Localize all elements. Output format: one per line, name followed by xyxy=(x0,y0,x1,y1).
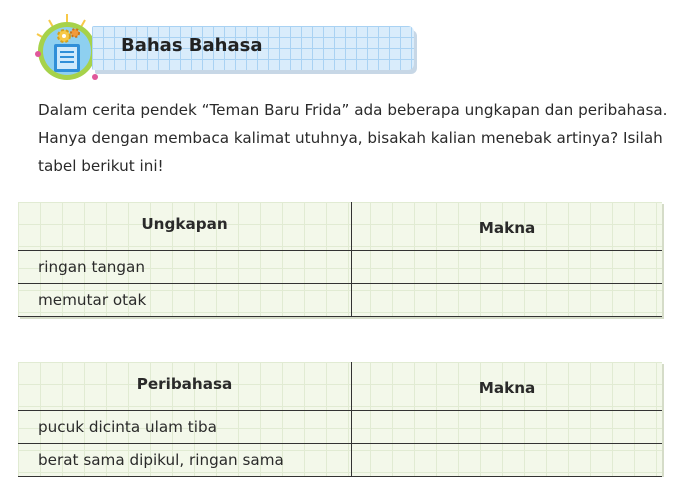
column-header-ungkapan: Ungkapan xyxy=(18,202,352,251)
makna-answer-cell[interactable] xyxy=(352,251,663,284)
column-header-makna: Makna xyxy=(352,202,663,251)
makna-answer-cell[interactable] xyxy=(352,411,663,444)
makna-answer-cell[interactable] xyxy=(352,444,663,477)
ungkapan-cell: memutar otak xyxy=(18,284,352,317)
section-title: Bahas Bahasa xyxy=(121,35,263,56)
table-row xyxy=(18,251,662,284)
table-row xyxy=(18,411,662,444)
table-header-row xyxy=(18,362,662,411)
makna-answer-cell[interactable] xyxy=(352,284,663,317)
column-header-makna: Makna xyxy=(352,362,663,411)
table-row xyxy=(18,444,662,477)
ungkapan-cell: ringan tangan xyxy=(18,251,352,284)
peribahasa-cell: pucuk dicinta ulam tiba xyxy=(18,411,352,444)
column-header-peribahasa: Peribahasa xyxy=(18,362,352,411)
peribahasa-table xyxy=(18,362,662,477)
intro-paragraph: Dalam cerita pendek “Teman Baru Frida” ada beberapa ungkapan dan peribahasa. Hanya dengan membaca kalimat utuhnya, bisakah kalian menebak artinya? Isilah tabel berikut ini! xyxy=(38,101,668,175)
peribahasa-cell: berat sama dipikul, ringan sama xyxy=(18,444,352,477)
ungkapan-table xyxy=(18,202,662,317)
table-header-row xyxy=(18,202,662,251)
book-gears-icon xyxy=(33,14,101,82)
table-row xyxy=(18,284,662,317)
